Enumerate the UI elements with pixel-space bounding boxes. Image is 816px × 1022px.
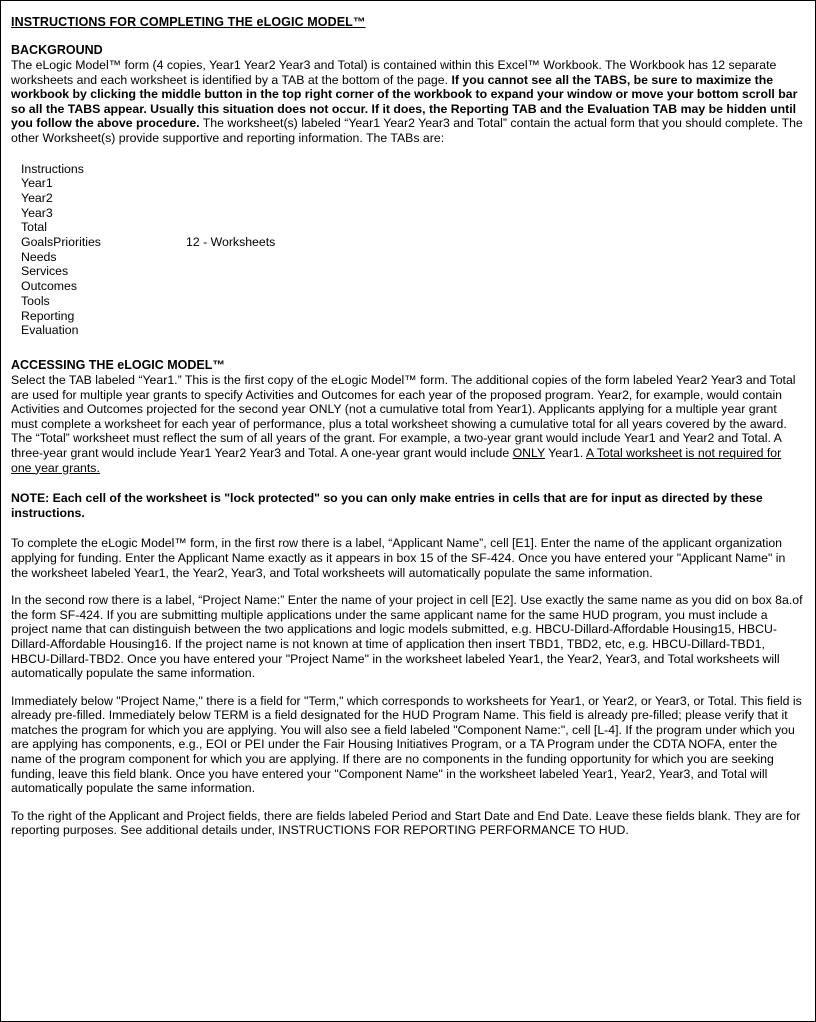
tab-label: Year2 <box>21 190 53 205</box>
term-component-paragraph: Immediately below "Project Name," there is a field for "Term," which corresponds to worksheets for Year1, or Year2, or Year3, or Total. This field is already pre-filled. Immediately below TERM is a field designated for the HUD Program Name. This field is already pre-filled; please verify that it matches the program for which you are applying. You will also see a field labeled "Component Name:", cell [L-4]. If the program under which you are applying has components, e.g., EOI or PEI under the Fair Housing Initiatives Program, or a TA Program under the CDTA NOFA, enter the name of the program component for which you are applying. If there are no components in the funding opportunity for which you are seeking funding, leave this field blank. Once you have entered your "Component Name" in the worksheet labeled Year1, Year2, Year3, and Total will automatically populate the same information. <box>11 693 802 796</box>
background-paragraph <box>11 58 803 146</box>
list-item <box>11 220 803 235</box>
tab-label: Year1 <box>21 176 53 191</box>
list-item <box>11 176 803 191</box>
page-title: INSTRUCTIONS FOR COMPLETING THE eLOGIC MODEL™ <box>11 15 366 29</box>
list-item <box>11 235 803 250</box>
note-paragraph: NOTE: Each cell of the worksheet is "lock protected" so you can only make entries in cells that are for input as directed by these instructions. <box>11 491 763 520</box>
background-text-bold: If you cannot see all the TABS, be sure to maximize the workbook by clicking the middle button in the top right corner of the workbook to expand your window or move your bottom scroll bar so all the TABS appear. Usually this situation does not occur. If it does, the Reporting TAB and the Evaluation TAB may be hidden until you follow the above procedure. <box>11 72 798 131</box>
list-item <box>11 309 803 324</box>
list-item <box>11 191 803 206</box>
tab-label: Tools <box>21 293 50 308</box>
period-dates-paragraph: To the right of the Applicant and Project fields, there are fields labeled Period and Start Date and End Date. Leave these fields blank. They are for reporting purposes. See additional details under, INSTRUCTIONS FOR REPORTING PERFORMANCE TO HUD. <box>11 808 801 838</box>
list-item <box>11 206 803 221</box>
list-item <box>11 323 803 338</box>
accessing-text-only: ONLY <box>512 445 545 460</box>
tab-label: Needs <box>21 249 57 264</box>
document-content <box>1 1 815 838</box>
worksheet-tab-list <box>11 162 803 338</box>
accessing-paragraph <box>11 373 803 475</box>
tab-label: Reporting <box>21 308 75 323</box>
tab-label: Total <box>21 220 47 235</box>
accessing-text-underlined-sentence: A Total worksheet is not required for one year grants. <box>11 445 782 475</box>
tab-label: Year3 <box>21 205 53 220</box>
project-name-paragraph: In the second row there is a label, “Project Name:” Enter the name of your project in cell [E2]. Use exactly the same name as you did on box 8a.of the form SF-424. If you are submitting multiple applications under the same applicant name for the same HUD program, you must include a project name that can distinguish between the two applications and logic models submitted, e.g. HBCU-Dillard-Affordable Housing15, HBCU-Dillard-Affordable Housing16. If the project name is not known at time of application then insert TBD1, TBD2, etc, e.g. HBCU-Dillard-TBD1, HBCU-Dillard-TBD2. Once you have entered your "Project Name" in the worksheet labeled Year1, the Year2, Year3, and Total worksheets will automatically populate the same information. <box>11 593 803 681</box>
accessing-text-part2: Year1. <box>544 445 586 460</box>
tab-label: GoalsPriorities <box>21 235 101 250</box>
background-heading: BACKGROUND <box>11 43 103 57</box>
tab-label: Evaluation <box>21 323 79 338</box>
list-item <box>11 250 803 265</box>
background-text-part2: The worksheet(s) labeled “Year1 Year2 Year3 and Total” contain the actual form that you should complete. The other Worksheet(s) provide supportive and reporting information. The TABs are: <box>11 116 803 145</box>
tab-label: Outcomes <box>21 279 78 294</box>
tab-label: Instructions <box>21 161 84 176</box>
tab-label: Services <box>21 264 69 279</box>
accessing-text-part1: Select the TAB labeled “Year1.” This is the first copy of the eLogic Model™ form. The additional copies of the form labeled Year2 Year3 and Total are used for multiple year grants to specify Activities and Outcomes for each year of the proposed program. Year2, for example, would contain Activities and Outcomes projected for the second year ONLY (not a cumulative total from Year1). Applicants applying for a multiple year grant must complete a worksheet for each year of performance, plus a total worksheet showing a cumulative total for all years covered by the award. The “Total” worksheet must reflect the sum of all years of the grant. For example, a two-year grant would include Year1 and Year2 and Total. A three-year grant would include Year1 Year2 Year3 and Total. A one-year grant would include <box>11 373 796 460</box>
list-item <box>11 294 803 309</box>
applicant-name-paragraph: To complete the eLogic Model™ form, in the first row there is a label, “Applicant Name”, cell [E1]. Enter the name of the applicant organization applying for funding. Enter the Applicant Name exactly as it appears in box 15 of the SF-424. Once you have entered your "Applicant Name" in the worksheet labeled Year1, the Year2, Year3, and Total worksheets will automatically populate the same information. <box>11 536 786 580</box>
list-item <box>11 162 803 177</box>
accessing-heading: ACCESSING THE eLOGIC MODEL™ <box>11 358 225 372</box>
background-text-part1: The eLogic Model™ form (4 copies, Year1 Year2 Year3 and Total) is contained within this Excel™ Workbook. The Workbook has 12 separate worksheets and each worksheet is identified by a TAB at the bottom of the page. <box>11 58 777 87</box>
worksheet-count-label: 12 - Worksheets <box>186 235 276 250</box>
list-item <box>11 264 803 279</box>
list-item <box>11 279 803 294</box>
